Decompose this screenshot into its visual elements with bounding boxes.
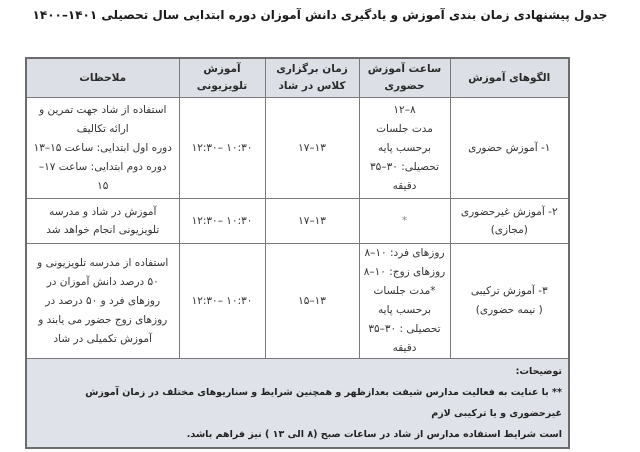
cell-shad-time xyxy=(265,244,359,359)
table-row xyxy=(26,244,569,359)
header-model xyxy=(450,58,569,98)
header-shad-time-line1: زمان برگزاری xyxy=(276,63,348,75)
presence-line: روزهای فرد: ۱۰–۸ xyxy=(364,247,445,259)
model-sublabel: (مجازی) xyxy=(490,224,528,236)
remarks-line: روزهای زوج حضور می یابند و xyxy=(38,313,168,326)
header-tv-education xyxy=(179,58,265,98)
remarks-line: ۵۰ درصد دانش آموزان در xyxy=(46,275,159,288)
header-presence-hours-line1: ساعت آموزش xyxy=(367,63,442,75)
shad-time-value: ۱۳–۱۵ xyxy=(298,294,326,307)
notes-cell xyxy=(26,359,569,449)
notes-row xyxy=(26,359,569,449)
header-remarks-label: ملاحظات xyxy=(79,71,127,84)
cell-shad-time xyxy=(265,98,359,199)
cell-model xyxy=(450,244,569,359)
presence-line: تحصیلی : ۳۰–۳۵ xyxy=(368,323,441,335)
presence-line: دقیقه xyxy=(392,342,417,354)
header-tv-line1: آموزش xyxy=(203,63,241,75)
shad-time-value: ۱۳–۱۷ xyxy=(298,141,326,154)
tv-time-value: ۱۰:۳۰ –۱۲:۳۰ xyxy=(191,294,253,307)
remarks-line: دوره دوم ابتدایی: ساعت ۱۷– xyxy=(38,160,167,173)
presence-line: تحصیلی: ۳۰–۳۵ xyxy=(370,160,439,173)
table-row xyxy=(26,199,569,244)
cell-tv-time xyxy=(179,244,265,359)
presence-line: دقیقه xyxy=(392,179,417,192)
header-model-label: الگوهای آموزش xyxy=(468,71,551,84)
cell-remarks xyxy=(26,244,179,359)
tv-time-value: ۱۰:۳۰ –۱۲:۳۰ xyxy=(191,141,253,154)
tv-time-value: ۱۰:۳۰ –۱۲:۳۰ xyxy=(191,215,253,227)
cell-presence-hours xyxy=(359,244,450,359)
header-shad-time xyxy=(265,58,359,98)
cell-remarks xyxy=(26,199,179,244)
presence-line: روزهای زوج: ۱۰–۸ xyxy=(363,266,446,278)
remarks-line: دوره اول ابتدایی: ساعت ۱۵–۱۳ xyxy=(33,141,172,154)
remarks-line: استفاده از شاد جهت تمرین و xyxy=(39,103,167,116)
header-remarks xyxy=(26,58,179,98)
cell-shad-time xyxy=(265,199,359,244)
model-label: ۱- آموزش حضوری xyxy=(468,141,551,154)
header-presence-hours xyxy=(359,58,450,98)
header-tv-line2: تلویزیونی xyxy=(196,80,248,92)
header-shad-time-line2: کلاس در شاد xyxy=(278,80,346,92)
header-presence-hours-line2: حضوری xyxy=(384,80,425,92)
presence-line: ۸–۱۲ xyxy=(393,103,416,116)
remarks-line: روزهای فرد و ۵۰ درصد در xyxy=(45,294,161,307)
cell-tv-time xyxy=(179,98,265,199)
presence-line: برحسب پایه xyxy=(378,304,431,316)
presence-line: *مدت جلسات xyxy=(373,285,436,297)
model-label: ۲- آموزش غیرحضوری xyxy=(460,206,558,218)
remarks-line: تلویزیونی انجام خواهد شد xyxy=(46,224,160,236)
asterisk-marker: * xyxy=(401,215,408,227)
header-row xyxy=(26,58,569,98)
notes-line: است شرایط استفاده مدارس از شاد در ساعات صبح (۸ الی ۱۳ ) نیز فراهم باشد. xyxy=(186,429,562,440)
presence-line: مدت جلسات xyxy=(376,122,433,135)
cell-remarks xyxy=(26,98,179,199)
remarks-line: آموزش تکمیلی در شاد xyxy=(53,332,152,345)
model-sublabel: ( نیمه حضوری) xyxy=(475,304,543,316)
presence-line: برحسب پایه xyxy=(378,141,431,154)
cell-tv-time xyxy=(179,199,265,244)
shad-time-value: ۱۳–۱۷ xyxy=(298,215,326,227)
cell-presence-hours xyxy=(359,199,450,244)
document-title: جدول پیشنهادی زمان بندی آموزش و یادگیری دانش آموزان دوره ابتدایی سال تحصیلی ۱۴۰۱–۱۴۰۰ xyxy=(32,8,608,22)
table-row xyxy=(26,98,569,199)
remarks-line: آموزش در شاد و مدرسه xyxy=(49,206,157,218)
notes-line: ** با عنایت به فعالیت مدارس شیفت بعدازظهر و همچنین شرایط و سناریوهای مختلف در زمان آموزش غیرحضوری و یا ترکیبی لازم xyxy=(85,387,562,419)
notes-heading: توضیحات: xyxy=(515,366,562,377)
model-label: ۳- آموزش ترکیبی xyxy=(470,285,548,297)
schedule-table xyxy=(25,57,570,449)
cell-model xyxy=(450,98,569,199)
remarks-line: استفاده از مدرسه تلویزیونی و xyxy=(37,256,169,269)
remarks-line: ارائه تکالیف xyxy=(76,122,129,135)
cell-model xyxy=(450,199,569,244)
cell-presence-hours xyxy=(359,98,450,199)
remarks-line: ۱۵ xyxy=(97,179,109,192)
